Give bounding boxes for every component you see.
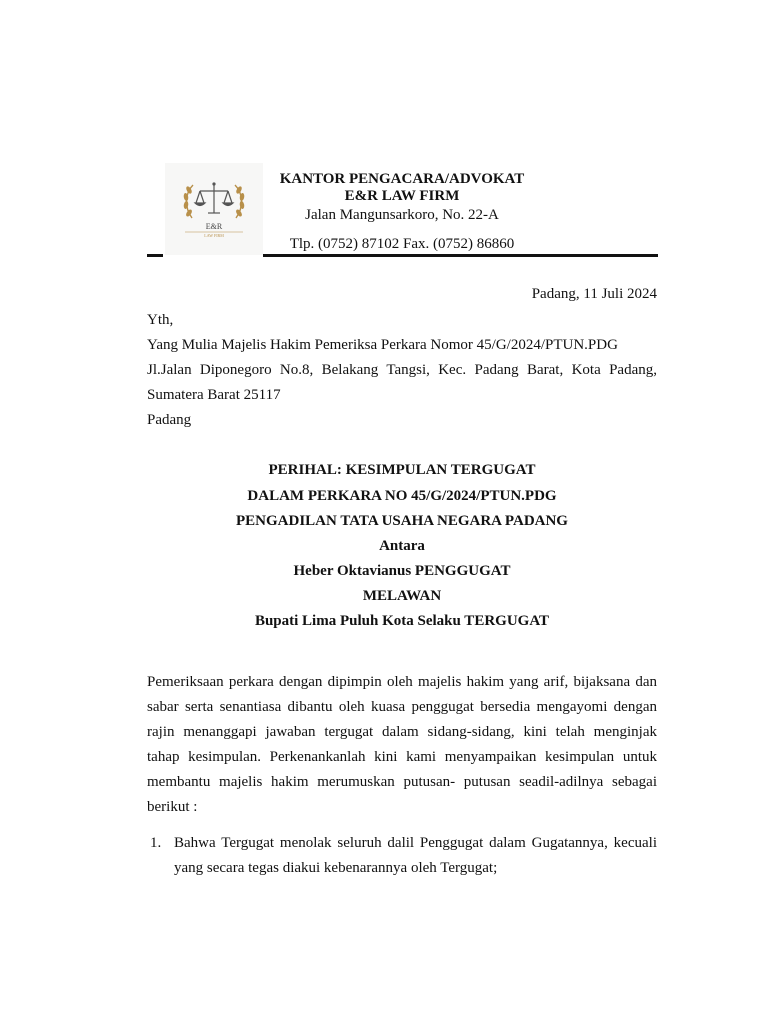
- body-paragraph-line: rajin menanggapi jawaban tergugat dalam sidang-sidang, kini telah menginjak: [147, 724, 657, 740]
- subject-line: PENGADILAN TATA USAHA NEGARA PADANG: [236, 513, 568, 529]
- recipient-city: Padang: [147, 412, 192, 428]
- body-paragraph-line: tahap kesimpulan. Perkenankanlah kini kami menyampaikan kesimpulan untuk: [147, 749, 657, 765]
- letter-date: Padang, 11 Juli 2024: [531, 286, 657, 302]
- letterhead-phone: Tlp. (0752) 87102 Fax. (0752) 86860: [289, 236, 515, 252]
- recipient-salutation: Yth,: [147, 312, 174, 328]
- list-item-line: yang secara tegas diakui kebenarannya oleh Tergugat;: [174, 860, 498, 876]
- subject-line: PERIHAL: KESIMPULAN TERGUGAT: [268, 462, 536, 478]
- letterhead-firm-name: E&R LAW FIRM: [344, 188, 460, 204]
- body-paragraph-line: berikut :: [147, 799, 198, 815]
- letterhead-title: KANTOR PENGACARA/ADVOKAT: [279, 171, 525, 187]
- letterhead-divider-left: [147, 254, 163, 257]
- recipient-address-line: Sumatera Barat 25117: [147, 387, 281, 403]
- list-item-number: 1.: [150, 835, 162, 851]
- subject-party-defendant: Bupati Lima Puluh Kota Selaku TERGUGAT: [254, 613, 550, 629]
- subject-party-plaintiff: Heber Oktavianus PENGGUGAT: [293, 563, 511, 579]
- subject-line: DALAM PERKARA NO 45/G/2024/PTUN.PDG: [247, 488, 557, 504]
- subject-line: MELAWAN: [362, 588, 442, 604]
- letterhead-divider-right: [263, 254, 658, 257]
- svg-text:E&R: E&R: [205, 222, 223, 231]
- body-paragraph-line: Pemeriksaan perkara dengan dipimpin oleh majelis hakim yang arif, bijaksana dan: [147, 674, 657, 690]
- subject-line: Antara: [379, 538, 425, 554]
- recipient-address-line: Jl.Jalan Diponegoro No.8, Belakang Tangsi, Kec. Padang Barat, Kota Padang,: [147, 362, 657, 378]
- letterhead-address: Jalan Mangunsarkoro, No. 22-A: [305, 207, 499, 223]
- recipient-line: Yang Mulia Majelis Hakim Pemeriksa Perkara Nomor 45/G/2024/PTUN.PDG: [147, 337, 618, 353]
- svg-text:LAW FIRM: LAW FIRM: [204, 233, 224, 238]
- list-item-line: Bahwa Tergugat menolak seluruh dalil Penggugat dalam Gugatannya, kecuali: [174, 835, 657, 851]
- body-paragraph-line: sabar serta senantiasa dibantu oleh kuasa penggugat bersedia mengayomi dengan: [147, 699, 657, 715]
- body-paragraph-line: membantu majelis hakim merumuskan putusan- putusan seadil-adilnya sebagai: [147, 774, 657, 790]
